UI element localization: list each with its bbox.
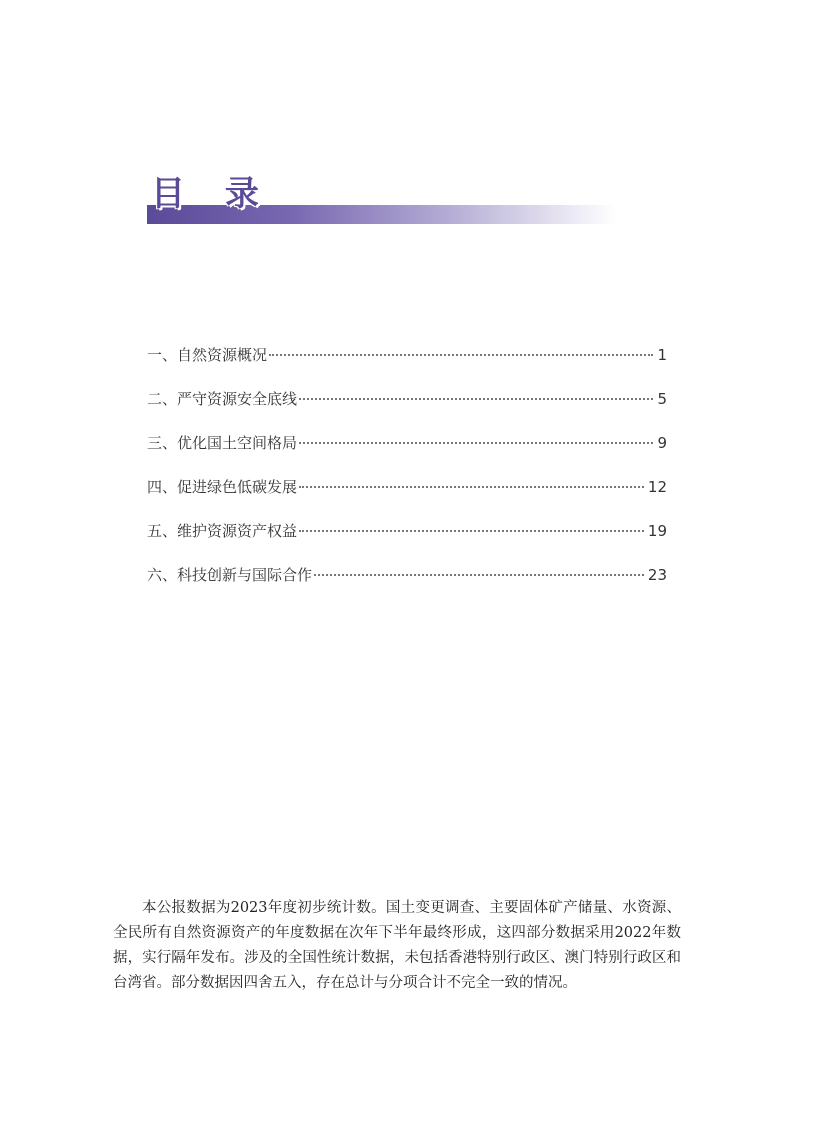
toc-item-page: 1 <box>657 346 667 364</box>
toc-leader-dots <box>299 442 653 444</box>
toc-item-1[interactable] <box>147 344 667 388</box>
toc-header <box>147 172 617 226</box>
toc-item-page: 9 <box>657 434 667 452</box>
toc-leader-dots <box>269 354 653 356</box>
toc-leader-dots <box>299 530 644 532</box>
toc-item-6[interactable] <box>147 564 667 608</box>
toc-leader-dots <box>299 486 644 488</box>
toc-leader-dots <box>314 574 644 576</box>
toc-item-page: 23 <box>647 566 667 584</box>
toc-item-4[interactable] <box>147 476 667 520</box>
toc-item-label: 六、科技创新与国际合作 <box>147 566 313 584</box>
toc-item-label: 五、维护资源资产权益 <box>147 522 298 540</box>
table-of-contents <box>147 344 667 608</box>
toc-item-label: 一、自然资源概况 <box>147 346 268 364</box>
toc-item-page: 19 <box>647 522 667 540</box>
page-title: 目 录 <box>151 174 273 214</box>
toc-item-2[interactable] <box>147 388 667 432</box>
footnote-paragraph: 本公报数据为2023年度初步统计数。国土变更调查、主要固体矿产储量、水资源、全民所有自然资源资产的年度数据在次年下半年最终形成，这四部分数据采用2022年数据，实行隔年发布。涉及的全国性统计数据，未包括香港特别行政区、澳门特别行政区和台湾省。部分数据因四舍五入，存在总计与分项合计不完全一致的情况。 <box>113 900 681 991</box>
toc-item-page: 12 <box>647 478 667 496</box>
toc-item-label: 四、促进绿色低碳发展 <box>147 478 298 496</box>
toc-item-label: 三、优化国土空间格局 <box>147 434 298 452</box>
toc-item-3[interactable] <box>147 432 667 476</box>
toc-leader-dots <box>299 398 653 400</box>
toc-item-5[interactable] <box>147 520 667 564</box>
toc-item-page: 5 <box>657 390 667 408</box>
toc-item-label: 二、严守资源安全底线 <box>147 390 298 408</box>
